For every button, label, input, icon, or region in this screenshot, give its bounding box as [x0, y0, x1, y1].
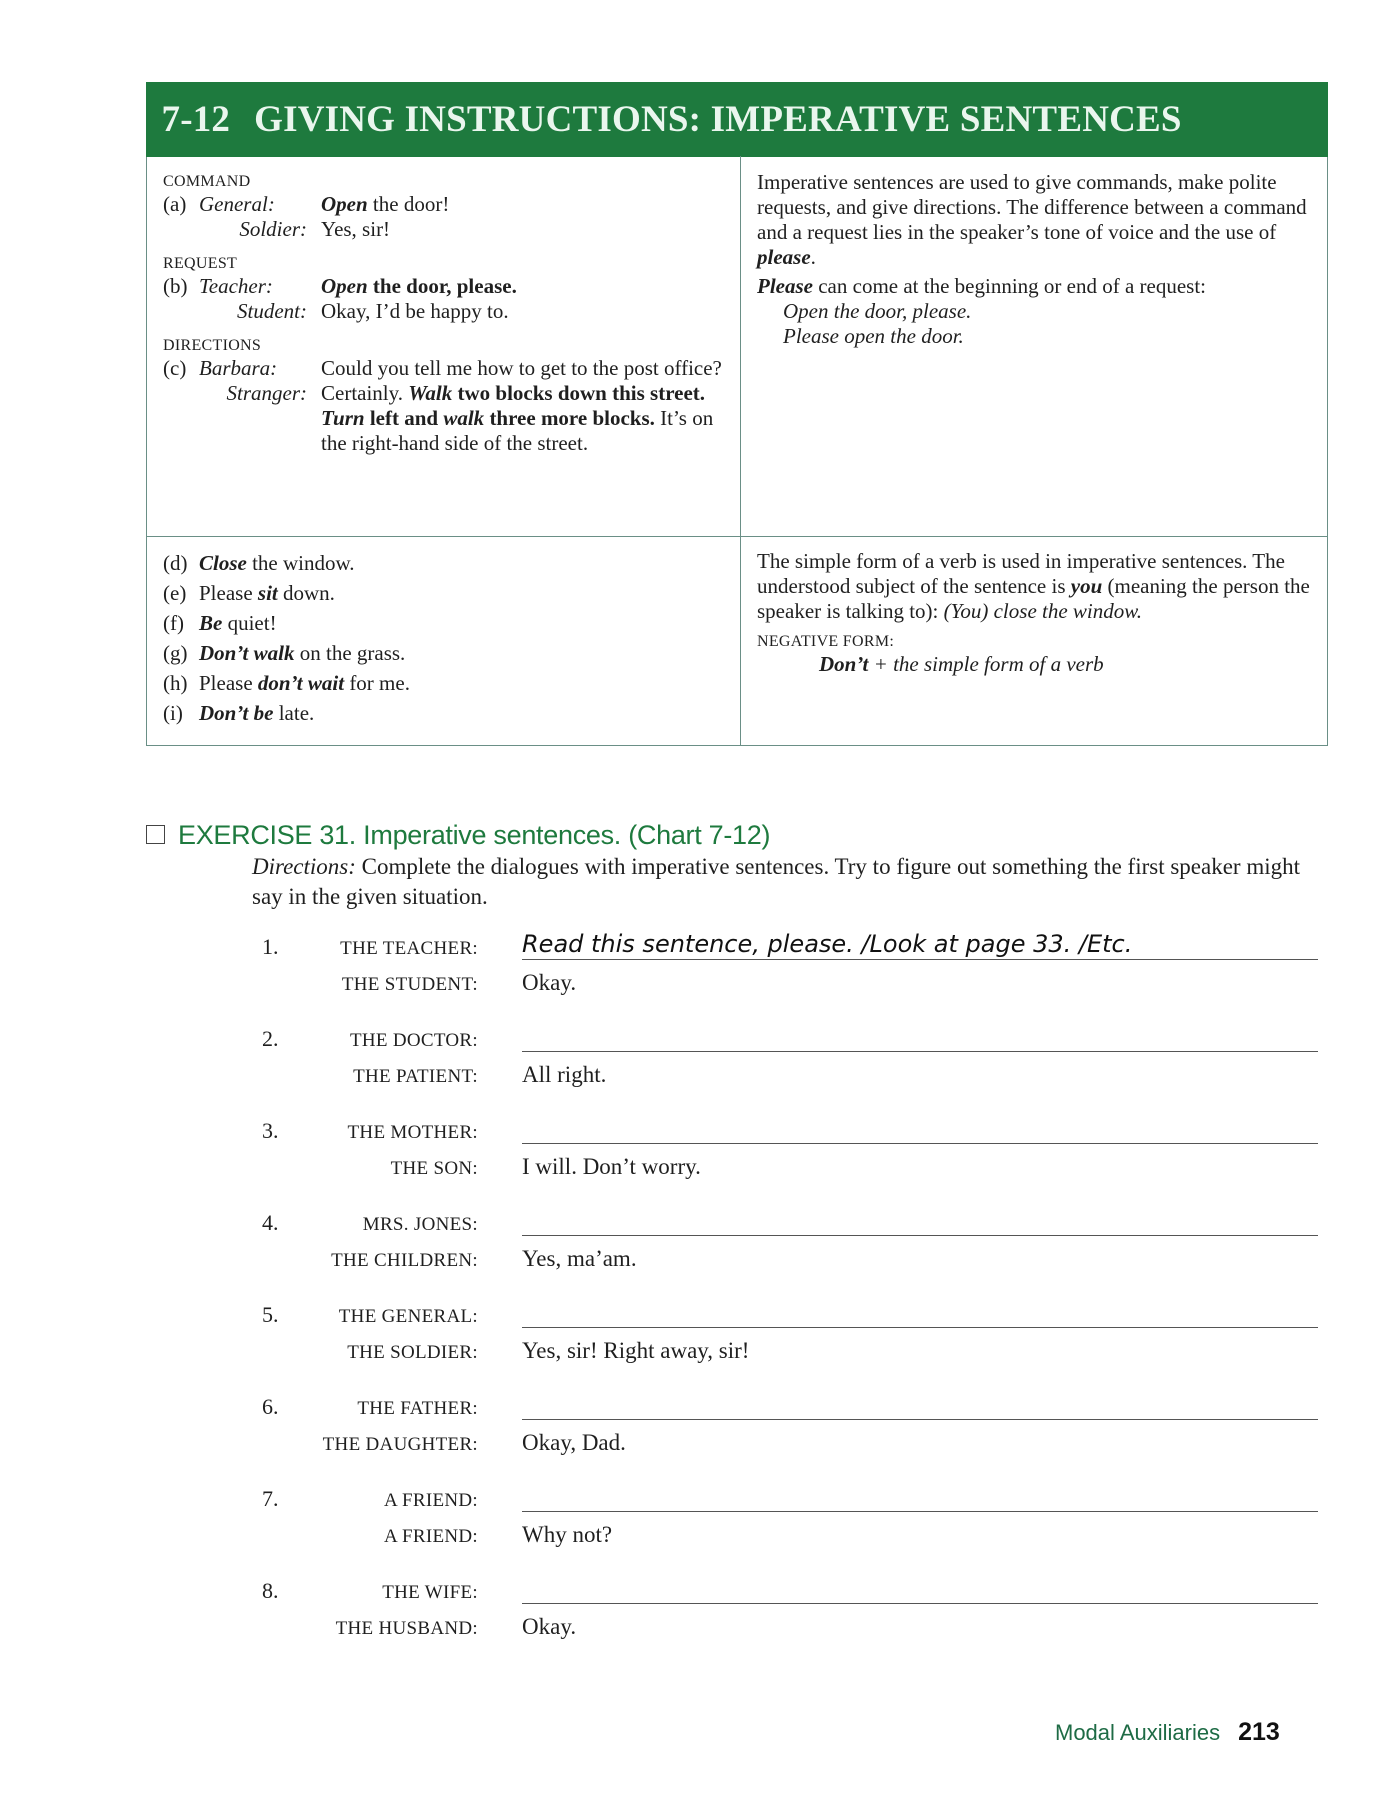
answer-field[interactable] [522, 1297, 1318, 1328]
answer-field[interactable] [522, 1021, 1318, 1052]
exercise-checkbox[interactable] [146, 825, 165, 844]
exercise-item-2: 2. THE DOCTOR: THE PATIENT: All right. [262, 1016, 1322, 1088]
examples-top-cell [147, 156, 740, 536]
chart-title: GIVING INSTRUCTIONS: IMPERATIVE SENTENCES [254, 98, 1182, 140]
negative-form-heading: NEGATIVE FORM: [757, 633, 895, 650]
answer-field[interactable] [522, 1113, 1318, 1144]
command-heading: COMMAND [163, 173, 251, 190]
explanation-bottom-p1: The simple form of a verb is used in imperative sentences. The understood subject of the sentence is you (meaning the person the speaker is talking to): (You) close the window. [757, 549, 1310, 623]
answer-field[interactable] [522, 1205, 1318, 1236]
answer-field[interactable] [522, 1481, 1318, 1512]
exercise-item-1: 1. THE TEACHER: Read this sentence, please. /Look at page 33. /Etc. THE STUDENT: Okay. [262, 924, 1322, 996]
exercise-item-5: 5. THE GENERAL: THE SOLDIER: Yes, sir! Right away, sir! [262, 1292, 1322, 1364]
exercise-item-3: 3. THE MOTHER: THE SON: I will. Don’t worry. [262, 1108, 1322, 1180]
example-h: (h) Please don’t wait for me. [163, 671, 410, 695]
chart-number: 7-12 [161, 98, 231, 140]
answer-field[interactable]: Read this sentence, please. /Look at page 33. /Etc. [522, 929, 1318, 960]
example-a-line2: Soldier: Yes, sir! [239, 217, 391, 241]
example-b-line1: (b) Teacher: Open the door, please. [163, 274, 517, 298]
section-name: Modal Auxiliaries [1055, 1720, 1221, 1745]
explanation-top-p1: Imperative sentences are used to give commands, make polite requests, and give directions. The difference between a command and a request lies in the speaker’s tone of voice and the use of please. [757, 170, 1307, 269]
page-footer [1055, 1718, 1280, 1747]
example-g: (g) Don’t walk on the grass. [163, 641, 406, 665]
directions-heading: DIRECTIONS [163, 337, 262, 354]
chart-header [146, 82, 1328, 157]
example-d: (d) Close the window. [163, 551, 355, 575]
page-number: 213 [1238, 1718, 1280, 1746]
exercise-directions: Directions: Complete the dialogues with imperative sentences. Try to figure out something the first speaker might say in the given situation. [252, 854, 1301, 909]
example-c-line2: Stranger: Certainly. Walk two blocks down this street. Turn left and walk three more blocks. It’s on the right-hand side of the street. [226, 381, 714, 455]
answer-field[interactable] [522, 1389, 1318, 1420]
explanation-top-cell [740, 156, 1327, 536]
exercise-item-6: 6. THE FATHER: THE DAUGHTER: Okay, Dad. [262, 1384, 1322, 1456]
please-example-2: Please open the door. [783, 324, 964, 348]
negative-form-rule: Don’t + the simple form of a verb [819, 652, 1104, 676]
explanation-top-p2: Please can come at the beginning or end of a request: [757, 274, 1207, 298]
exercise-item-7: 7. A FRIEND: A FRIEND: Why not? [262, 1476, 1322, 1548]
example-f: (f) Be quiet! [163, 611, 277, 635]
examples-bottom-cell [147, 536, 740, 745]
explanation-bottom-cell [740, 536, 1327, 745]
exercise-item-8: 8. THE WIFE: THE HUSBAND: Okay. [262, 1568, 1322, 1640]
request-heading: REQUEST [163, 255, 238, 272]
please-example-1: Open the door, please. [783, 299, 972, 323]
example-a-line1: (a) General: Open the door! [163, 192, 450, 216]
example-c-line1: (c) Barbara: Could you tell me how to get to the post office? [163, 356, 722, 380]
example-b-line2: Student: Okay, I’d be happy to. [237, 299, 509, 323]
exercise-title: EXERCISE 31. Imperative sentences. (Chart 7-12) [146, 820, 770, 851]
exercise-item-4: 4. MRS. JONES: THE CHILDREN: Yes, ma’am. [262, 1200, 1322, 1272]
example-e: (e) Please sit down. [163, 581, 335, 605]
answer-field[interactable] [522, 1573, 1318, 1604]
example-i: (i) Don’t be late. [163, 701, 315, 725]
grammar-chart [146, 82, 1328, 746]
